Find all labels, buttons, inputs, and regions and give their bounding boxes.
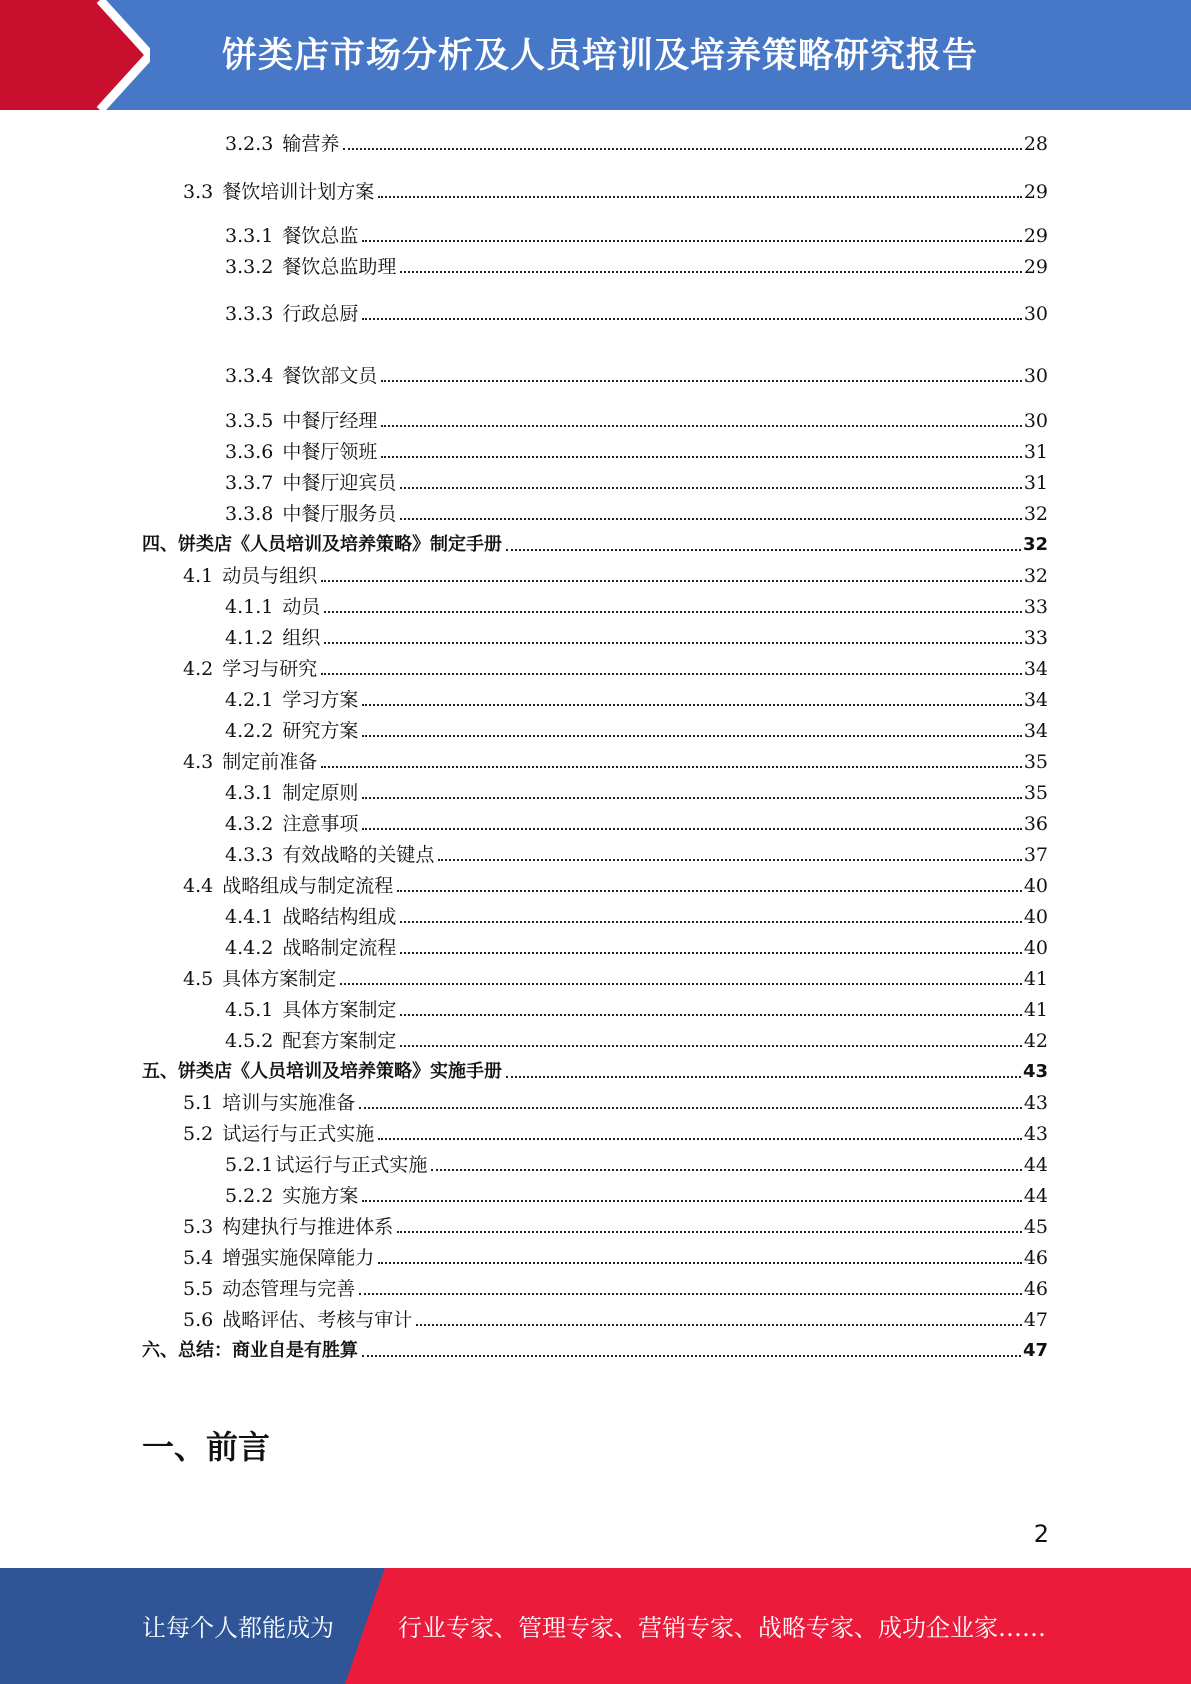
toc-entry[interactable] bbox=[142, 1337, 1048, 1363]
toc-entry-number: 5.5 bbox=[183, 1278, 214, 1300]
toc-dot-leader bbox=[378, 1261, 1022, 1264]
toc-entry-title: 研究方案 bbox=[282, 720, 359, 742]
toc-entry-page: 45 bbox=[1023, 1216, 1048, 1238]
toc-dot-leader bbox=[362, 796, 1021, 799]
toc-entry-page: 34 bbox=[1023, 689, 1048, 711]
toc-entry-number: 5.2.1 bbox=[225, 1154, 274, 1176]
toc-entry[interactable] bbox=[225, 934, 1048, 960]
toc-entry-title: 构建执行与推进体系 bbox=[222, 1216, 394, 1238]
toc-entry[interactable] bbox=[142, 1058, 1048, 1084]
toc-entry-page: 30 bbox=[1023, 365, 1048, 387]
toc-entry-title: 中餐厅服务员 bbox=[282, 503, 397, 525]
toc-entry-number: 5.1 bbox=[183, 1092, 214, 1114]
toc-dot-leader bbox=[321, 672, 1022, 675]
toc-dot-leader bbox=[400, 270, 1021, 273]
toc-entry-number: 3.3.1 bbox=[225, 225, 274, 247]
toc-entry-number: 3.3.3 bbox=[225, 303, 274, 325]
toc-dot-leader bbox=[381, 379, 1021, 382]
toc-entry-title: 餐饮总监 bbox=[282, 225, 359, 247]
toc-entry[interactable] bbox=[225, 1182, 1048, 1208]
toc-entry-page: 30 bbox=[1023, 303, 1048, 325]
toc-entry[interactable] bbox=[225, 779, 1048, 805]
toc-entry-number: 3.3.6 bbox=[225, 441, 274, 463]
toc-entry-title: 输营养 bbox=[282, 133, 340, 155]
toc-entry-title: 试运行与正式实施 bbox=[222, 1123, 375, 1145]
toc-entry-page: 29 bbox=[1023, 256, 1048, 278]
toc-entry-page: 34 bbox=[1023, 720, 1048, 742]
toc-dot-leader bbox=[506, 1075, 1021, 1078]
toc-entry-number: 4.2.1 bbox=[225, 689, 274, 711]
toc-entry-number: 3.3.4 bbox=[225, 365, 274, 387]
toc-dot-leader bbox=[400, 920, 1021, 923]
toc-entry-number: 3.3 bbox=[183, 181, 214, 203]
toc-entry[interactable] bbox=[225, 717, 1048, 743]
toc-entry-title: 中餐厅经理 bbox=[282, 410, 378, 432]
toc-entry-title: 中餐厅领班 bbox=[282, 441, 378, 463]
toc-dot-leader bbox=[359, 1292, 1022, 1295]
toc-dot-leader bbox=[416, 1323, 1022, 1326]
page-header bbox=[0, 0, 1191, 110]
toc-dot-leader bbox=[324, 641, 1021, 644]
toc-entry-page: 35 bbox=[1023, 751, 1048, 773]
toc-entry-title: 餐饮部文员 bbox=[282, 365, 378, 387]
toc-entry-page: 41 bbox=[1023, 968, 1048, 990]
toc-entry[interactable] bbox=[225, 438, 1048, 464]
toc-entry-page: 37 bbox=[1023, 844, 1048, 866]
toc-dot-leader bbox=[381, 455, 1021, 458]
toc-entry[interactable] bbox=[225, 130, 1048, 156]
toc-entry-page: 46 bbox=[1023, 1247, 1048, 1269]
toc-dot-leader bbox=[400, 517, 1021, 520]
toc-entry[interactable] bbox=[225, 469, 1048, 495]
toc-entry-page: 31 bbox=[1023, 441, 1048, 463]
toc-entry-number: 4.5.1 bbox=[225, 999, 274, 1021]
toc-entry[interactable] bbox=[183, 1089, 1048, 1115]
toc-entry-title: 学习与研究 bbox=[222, 658, 318, 680]
toc-entry-title: 战略评估、考核与审计 bbox=[222, 1309, 413, 1331]
toc-entry-number: 六、 bbox=[142, 1340, 178, 1361]
toc-entry[interactable] bbox=[183, 178, 1048, 204]
toc-dot-leader bbox=[378, 1137, 1022, 1140]
toc-entry-title: 增强实施保障能力 bbox=[222, 1247, 375, 1269]
toc-entry[interactable] bbox=[225, 362, 1048, 388]
toc-dot-leader bbox=[506, 548, 1021, 551]
toc-entry-page: 44 bbox=[1023, 1154, 1048, 1176]
toc-entry-title: 具体方案制定 bbox=[282, 999, 397, 1021]
toc-entry-page: 43 bbox=[1023, 1123, 1048, 1145]
toc-entry-number: 4.1 bbox=[183, 565, 214, 587]
toc-entry-page: 47 bbox=[1023, 1309, 1048, 1331]
toc-entry-page: 47 bbox=[1022, 1340, 1048, 1361]
toc-entry-page: 29 bbox=[1023, 181, 1048, 203]
toc-entry[interactable] bbox=[142, 531, 1048, 557]
footer-slogan-right: 行业专家、管理专家、营销专家、战略专家、成功企业家…… bbox=[398, 1614, 1046, 1642]
toc-dot-leader bbox=[362, 1199, 1021, 1202]
section-heading: 一、前言 bbox=[142, 1428, 271, 1466]
toc-entry[interactable] bbox=[225, 500, 1048, 526]
toc-entry[interactable] bbox=[225, 1151, 1048, 1177]
toc-entry[interactable] bbox=[225, 1027, 1048, 1053]
toc-dot-leader bbox=[400, 486, 1021, 489]
toc-entry[interactable] bbox=[183, 965, 1048, 991]
toc-entry-number: 4.2 bbox=[183, 658, 214, 680]
toc-dot-leader bbox=[397, 1230, 1022, 1233]
toc-entry-number: 5.2 bbox=[183, 1123, 214, 1145]
toc-entry-title: 中餐厅迎宾员 bbox=[282, 472, 397, 494]
toc-entry-page: 31 bbox=[1023, 472, 1048, 494]
toc-entry-page: 33 bbox=[1023, 596, 1048, 618]
toc-entry-number: 4.5 bbox=[183, 968, 214, 990]
toc-entry-page: 32 bbox=[1023, 565, 1048, 587]
toc-entry[interactable] bbox=[183, 1275, 1048, 1301]
toc-entry-title: 战略结构组成 bbox=[282, 906, 397, 928]
toc-dot-leader bbox=[321, 765, 1022, 768]
toc-entry[interactable] bbox=[225, 222, 1048, 248]
toc-entry-title: 饼类店《人员培训及培养策略》制定手册 bbox=[178, 534, 502, 555]
toc-entry-title: 配套方案制定 bbox=[282, 1030, 397, 1052]
report-title: 饼类店市场分析及人员培训及培养策略研究报告 bbox=[222, 36, 979, 76]
toc-entry-page: 32 bbox=[1023, 503, 1048, 525]
toc-dot-leader bbox=[378, 195, 1022, 198]
toc-entry-title: 餐饮总监助理 bbox=[282, 256, 397, 278]
toc-entry[interactable] bbox=[225, 624, 1048, 650]
toc-entry-number: 4.4 bbox=[183, 875, 214, 897]
toc-entry-title: 战略制定流程 bbox=[282, 937, 397, 959]
toc-entry-page: 46 bbox=[1023, 1278, 1048, 1300]
toc-entry[interactable] bbox=[225, 300, 1048, 326]
toc-dot-leader bbox=[400, 1013, 1021, 1016]
toc-entry[interactable] bbox=[225, 810, 1048, 836]
toc-entry[interactable] bbox=[225, 253, 1048, 279]
toc-entry[interactable] bbox=[183, 1306, 1048, 1332]
toc-entry-number: 3.2.3 bbox=[225, 133, 274, 155]
toc-entry-title: 试运行与正式实施 bbox=[275, 1154, 428, 1176]
toc-entry-number: 3.3.8 bbox=[225, 503, 274, 525]
toc-dot-leader bbox=[343, 147, 1021, 150]
toc-entry-number: 五、 bbox=[142, 1061, 178, 1082]
toc-entry-title: 培训与实施准备 bbox=[222, 1092, 356, 1114]
toc-entry-title: 组织 bbox=[282, 627, 321, 649]
toc-entry[interactable] bbox=[183, 1244, 1048, 1270]
toc-dot-leader bbox=[431, 1168, 1021, 1171]
toc-entry-title: 饼类店《人员培训及培养策略》实施手册 bbox=[178, 1061, 502, 1082]
toc-entry-page: 28 bbox=[1023, 133, 1048, 155]
toc-dot-leader bbox=[400, 1044, 1021, 1047]
toc-dot-leader bbox=[381, 424, 1021, 427]
toc-entry-title: 总结：商业自是有胜算 bbox=[178, 1340, 358, 1361]
toc-entry-number: 4.1.2 bbox=[225, 627, 274, 649]
toc-entry-number: 4.1.1 bbox=[225, 596, 274, 618]
toc-entry-number: 3.3.5 bbox=[225, 410, 274, 432]
toc-entry-title: 学习方案 bbox=[282, 689, 359, 711]
toc-entry-title: 动态管理与完善 bbox=[222, 1278, 356, 1300]
toc-entry[interactable] bbox=[225, 686, 1048, 712]
toc-entry-title: 有效战略的关键点 bbox=[282, 844, 435, 866]
page-footer bbox=[0, 1568, 1191, 1684]
toc-entry-page: 35 bbox=[1023, 782, 1048, 804]
toc-entry[interactable] bbox=[183, 748, 1048, 774]
toc-entry[interactable] bbox=[225, 841, 1048, 867]
toc-entry-number: 5.3 bbox=[183, 1216, 214, 1238]
toc-entry-number: 4.4.2 bbox=[225, 937, 274, 959]
toc-entry-title: 注意事项 bbox=[282, 813, 359, 835]
toc-entry-number: 5.6 bbox=[183, 1309, 214, 1331]
toc-entry[interactable] bbox=[225, 407, 1048, 433]
toc-entry-page: 40 bbox=[1023, 906, 1048, 928]
toc-entry-page: 42 bbox=[1023, 1030, 1048, 1052]
toc-dot-leader bbox=[359, 1106, 1022, 1109]
toc-dot-leader bbox=[362, 317, 1021, 320]
toc-entry-title: 动员 bbox=[282, 596, 321, 618]
toc-entry-number: 4.2.2 bbox=[225, 720, 274, 742]
toc-entry-number: 4.3.2 bbox=[225, 813, 274, 835]
toc-entry-number: 4.3 bbox=[183, 751, 214, 773]
toc-dot-leader bbox=[362, 703, 1021, 706]
toc-dot-leader bbox=[438, 858, 1021, 861]
toc-entry-page: 29 bbox=[1023, 225, 1048, 247]
toc-dot-leader bbox=[362, 1354, 1021, 1357]
toc-dot-leader bbox=[362, 827, 1021, 830]
toc-entry[interactable] bbox=[183, 562, 1048, 588]
toc-entry-number: 3.3.7 bbox=[225, 472, 274, 494]
toc-entry[interactable] bbox=[183, 1213, 1048, 1239]
toc-entry-page: 30 bbox=[1023, 410, 1048, 432]
toc-dot-leader bbox=[321, 579, 1022, 582]
toc-entry[interactable] bbox=[183, 1120, 1048, 1146]
toc-entry-title: 制定原则 bbox=[282, 782, 359, 804]
toc-dot-leader bbox=[324, 610, 1021, 613]
toc-dot-leader bbox=[362, 239, 1021, 242]
toc-entry-page: 43 bbox=[1022, 1061, 1048, 1082]
toc-entry-page: 36 bbox=[1023, 813, 1048, 835]
toc-entry-page: 34 bbox=[1023, 658, 1048, 680]
toc-entry-number: 4.4.1 bbox=[225, 906, 274, 928]
toc-entry-title: 具体方案制定 bbox=[222, 968, 337, 990]
header-arrow-decoration bbox=[0, 0, 150, 110]
toc-dot-leader bbox=[362, 734, 1021, 737]
footer-slogan-left: 让每个人都能成为 bbox=[142, 1614, 334, 1642]
toc-entry-title: 餐饮培训计划方案 bbox=[222, 181, 375, 203]
toc-entry-page: 40 bbox=[1023, 875, 1048, 897]
toc-entry-number: 4.3.1 bbox=[225, 782, 274, 804]
toc-entry-number: 4.3.3 bbox=[225, 844, 274, 866]
toc-entry[interactable] bbox=[225, 996, 1048, 1022]
toc-entry-number: 3.3.2 bbox=[225, 256, 274, 278]
toc-entry-page: 43 bbox=[1023, 1092, 1048, 1114]
toc-entry-number: 5.2.2 bbox=[225, 1185, 274, 1207]
toc-entry[interactable] bbox=[225, 593, 1048, 619]
toc-entry-page: 32 bbox=[1022, 534, 1048, 555]
toc-entry-title: 制定前准备 bbox=[222, 751, 318, 773]
toc-entry-number: 5.4 bbox=[183, 1247, 214, 1269]
toc-dot-leader bbox=[340, 982, 1022, 985]
toc-entry-title: 动员与组织 bbox=[222, 565, 318, 587]
toc-entry-title: 实施方案 bbox=[282, 1185, 359, 1207]
toc-entry-page: 40 bbox=[1023, 937, 1048, 959]
toc-entry[interactable] bbox=[225, 903, 1048, 929]
toc-entry[interactable] bbox=[183, 655, 1048, 681]
toc-entry-page: 33 bbox=[1023, 627, 1048, 649]
toc-entry-page: 44 bbox=[1023, 1185, 1048, 1207]
page-number: 2 bbox=[1033, 1520, 1049, 1548]
toc-entry-title: 战略组成与制定流程 bbox=[222, 875, 394, 897]
toc-entry-number: 四、 bbox=[142, 534, 178, 555]
toc-dot-leader bbox=[400, 951, 1021, 954]
toc-entry-page: 41 bbox=[1023, 999, 1048, 1021]
toc-entry-title: 行政总厨 bbox=[282, 303, 359, 325]
toc-dot-leader bbox=[397, 889, 1022, 892]
toc-entry-number: 4.5.2 bbox=[225, 1030, 274, 1052]
toc-entry[interactable] bbox=[183, 872, 1048, 898]
